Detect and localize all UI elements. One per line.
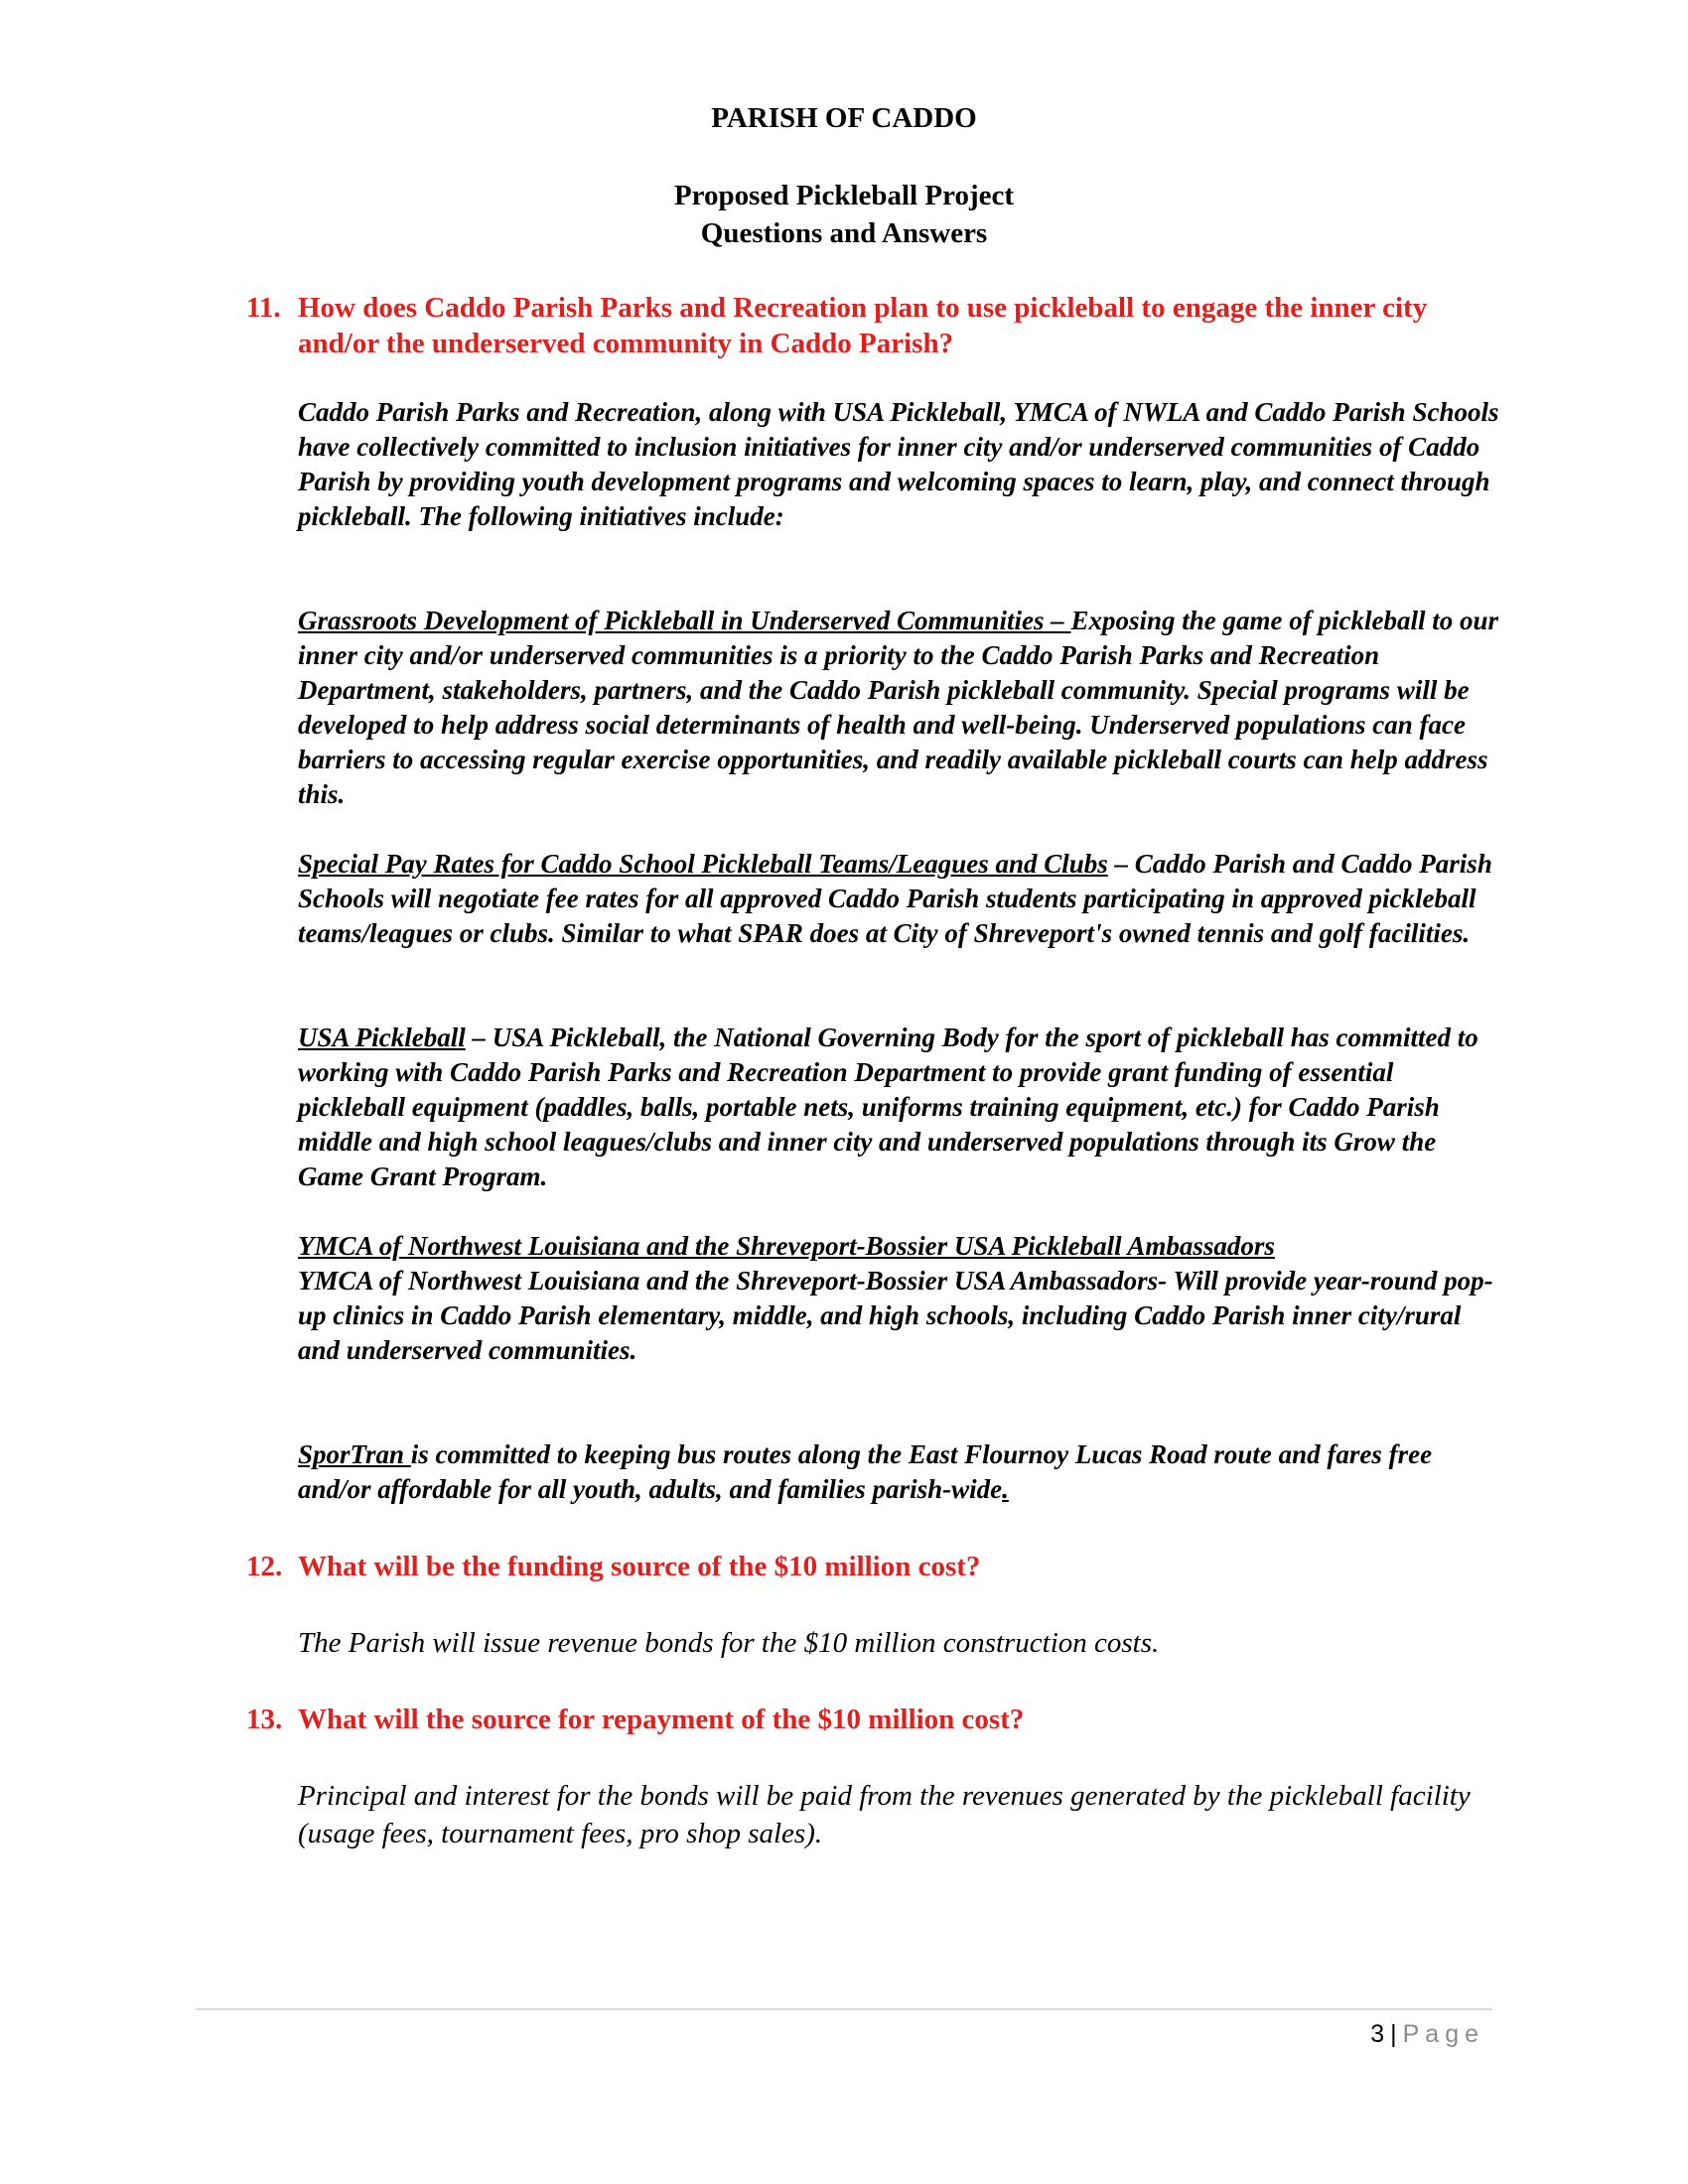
usa-pickleball-heading: USA Pickleball [298,1023,466,1052]
page-footer [1370,2019,1484,2049]
pay-rates-body: – Caddo Parish and Caddo Parish Schools will negotiate fee rates for all approved Caddo Parish students participating in approved pickleball teams/leagues or clubs. Similar to what SPAR does at City of Shreveport's owned tennis and golf facilities. [298,849,1492,948]
subtitle-line-2: Questions and Answers [700,217,988,249]
page-title: PARISH OF CADDO [711,102,977,134]
grassroots-heading: Grassroots Development of Pickleball in Underserved Communities – [298,606,1071,635]
ymca-body: YMCA of Northwest Louisiana and the Shreveport-Bossier USA Ambassadors- Will provide year-round pop-up clinics in Caddo Parish elementary, middle, and high schools, including Caddo Parish inner city/rural and underserved communities. [298,1266,1493,1365]
answer-11-intro: Caddo Parish Parks and Recreation, along with USA Pickleball, YMCA of NWLA and Caddo Parish Schools have collectively committed to inclusion initiatives for inner city and/or underserved communities of Caddo Parish by providing youth development programs and welcoming spaces to learn, play, and connect through pickleball. The following initiatives include: [298,397,1499,531]
answer-11-pay-rates [298,847,1499,951]
question-12-text: What will be the funding source of the $10 million cost? [298,1551,981,1582]
pay-rates-heading: Special Pay Rates for Caddo School Pickleball Teams/Leagues and Clubs [298,849,1108,879]
question-11 [246,290,1497,361]
sportran-heading: SporTran [298,1439,411,1469]
answer-13: Principal and interest for the bonds will be paid from the revenues generated by the pickleball facility (usage fees, tournament fees, pro shop sales). [298,1780,1471,1849]
answer-11-ymca [298,1229,1499,1368]
grassroots-body: Exposing the game of pickleball to our inner city and/or underserved communities is a priority to the Caddo Parish Parks and Recreation Department, stakeholders, partners, and the Caddo Parish pickleball community. Special programs will be developed to help address social determinants of health and well-being. Underserved populations can face barriers to accessing regular exercise opportunities, and readily available pickleball courts can help address this. [298,606,1498,809]
question-12-number: 12. [246,1551,283,1582]
question-13 [246,1702,1497,1737]
usa-pickleball-body: – USA Pickleball, the National Governing Body for the sport of pickleball has committed to working with Caddo Parish Parks and Recreation Department to provide grant funding of essential pickleball equipment (paddles, balls, portable nets, uniforms training equipment, etc.) for Caddo Parish middle and high school leagues/clubs and inner city and underserved populations through its Grow the Game Grant Program. [298,1023,1478,1191]
question-11-number: 11. [246,292,281,324]
ymca-heading: YMCA of Northwest Louisiana and the Shreveport-Bossier USA Pickleball Ambassadors [298,1231,1275,1261]
page-separator: | [1390,2020,1397,2048]
page-label: Page [1402,2020,1484,2048]
document-subtitle [0,177,1688,252]
question-11-text: How does Caddo Parish Parks and Recreation plan to use pickleball to engage the inner city and/or the underserved community in Caddo Parish? [298,292,1428,359]
answer-12: The Parish will issue revenue bonds for the $10 million construction costs. [298,1627,1160,1659]
sportran-body: is committed to keeping bus routes along the East Flournoy Lucas Road route and fares free and/or affordable for all youth, adults, and families parish-wide [298,1439,1433,1504]
answer-11-grassroots [298,604,1499,812]
footer-divider [196,2008,1492,2010]
answer-11-sportran [298,1437,1499,1507]
question-13-number: 13. [246,1704,283,1735]
subtitle-line-1: Proposed Pickleball Project [673,180,1015,211]
page-number: 3 [1370,2020,1385,2048]
question-13-text: What will the source for repayment of the $10 million cost? [298,1704,1025,1735]
sportran-end: . [1002,1474,1009,1504]
answer-11-usa-pickleball [298,1021,1499,1194]
question-12 [246,1549,1497,1584]
